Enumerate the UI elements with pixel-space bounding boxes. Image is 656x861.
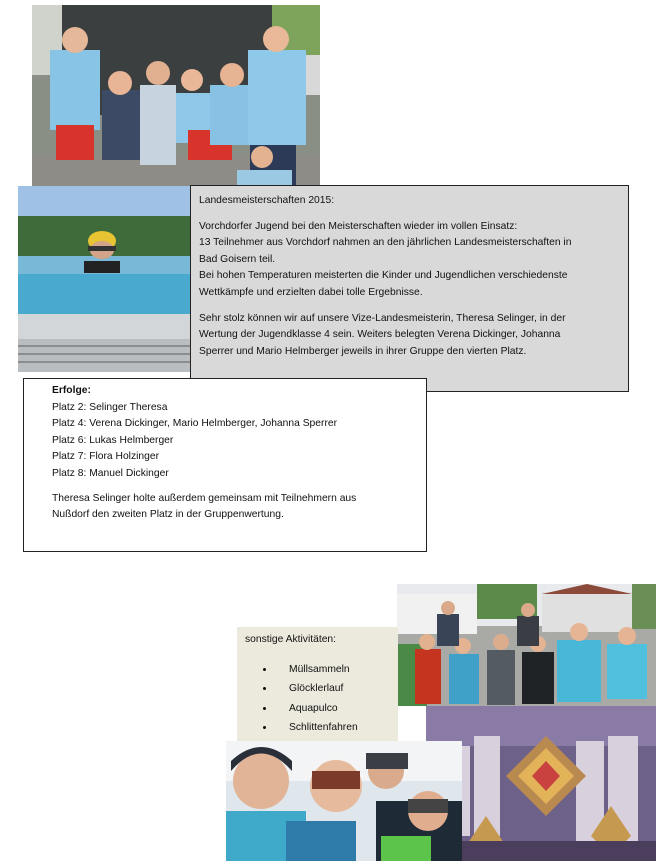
outdoor-group-photo xyxy=(397,584,656,706)
championship-line: Bad Goisern teil. xyxy=(199,253,276,265)
result-line: Platz 7: Flora Holzinger xyxy=(52,451,160,463)
result-line: Platz 6: Lukas Helmberger xyxy=(52,434,174,446)
activity-item: • Glöcklerlauf xyxy=(275,679,392,699)
championship-text-box xyxy=(190,185,629,392)
swimmer-photo xyxy=(18,186,190,372)
championship-line: 13 Teilnehmer aus Vorchdorf nahmen an den jährlichen Landesmeisterschaften in xyxy=(199,237,572,249)
championship-line: Wettkämpfe und erzielten dabei tolle Ergebnisse. xyxy=(199,286,423,298)
result-line: Platz 8: Manuel Dickinger xyxy=(52,467,169,479)
championship-title: Landesmeisterschaften 2015: xyxy=(199,195,335,206)
activities-text-box xyxy=(237,627,398,741)
results-note-line: Nußdorf den zweiten Platz in der Gruppenwertung. xyxy=(52,509,284,521)
result-line: Platz 4: Verena Dickinger, Mario Helmberger, Johanna Sperrer xyxy=(52,418,338,430)
team-group-photo xyxy=(32,5,320,206)
results-note-line: Theresa Selinger holte außerdem gemeinsam mit Teilnehmern aus xyxy=(52,492,357,504)
championship-line: Sehr stolz können wir auf unsere Vize-Landesmeisterin, Theresa Selinger, in der xyxy=(199,312,566,324)
championship-line: Sperrer und Mario Helmberger jeweils in ihrer Gruppe den vierten Platz. xyxy=(199,345,527,357)
ski-selfie-photo xyxy=(226,741,462,861)
result-line: Platz 2: Selinger Theresa xyxy=(52,401,168,413)
activity-item: • Aquapulco xyxy=(275,699,392,719)
championship-line: Vorchdorfer Jugend bei den Meisterschaften wieder im vollen Einsatz: xyxy=(199,220,518,232)
championship-line: Wertung der Jugendklasse 4 sein. Weiters belegten Verena Dickinger, Johanna xyxy=(199,329,561,341)
results-text-box xyxy=(23,378,427,552)
activity-item: • Müllsammeln xyxy=(275,660,392,680)
championship-line: Bei hohen Temperaturen meisterten die Kinder und Jugendlichen verschiedenste xyxy=(199,270,568,282)
activities-heading: sonstige Aktivitäten: xyxy=(245,634,337,645)
activity-item: • Schlittenfahren xyxy=(275,718,392,738)
results-heading: Erfolge: xyxy=(52,385,91,396)
activities-list xyxy=(245,660,392,738)
